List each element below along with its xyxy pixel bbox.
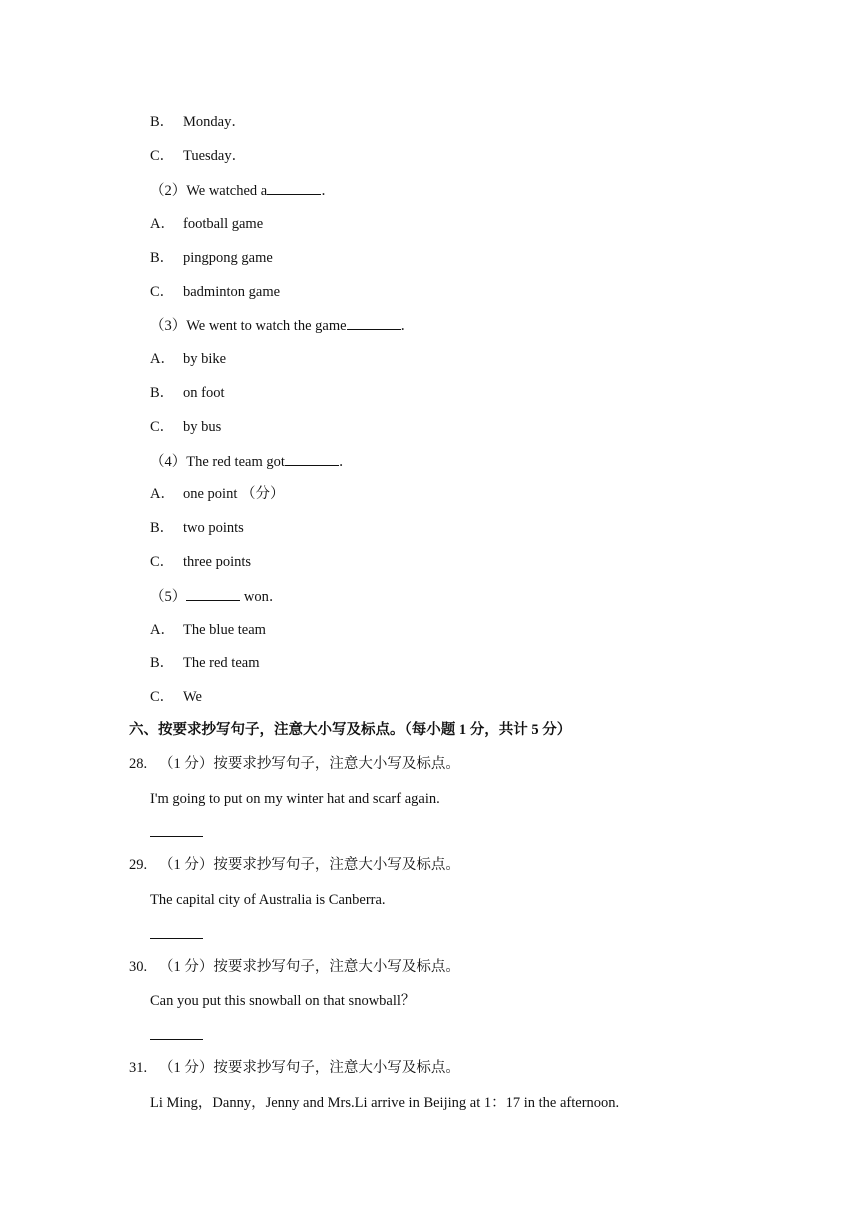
- option-letter: A．: [150, 216, 175, 232]
- answer-line[interactable]: [150, 1039, 203, 1040]
- sub-question-number: （3）: [150, 318, 187, 334]
- option-b: [150, 653, 260, 673]
- option-text: one point （分）: [183, 486, 285, 502]
- option-text: by bike: [183, 351, 227, 367]
- sub-question-stem-end: ．: [400, 318, 416, 334]
- question-sentence: I'm going to put on my winter hat and scarf again.: [150, 791, 440, 807]
- question-number: 29.: [129, 857, 148, 873]
- option-letter: A．: [150, 486, 175, 502]
- option-letter: A．: [150, 622, 175, 638]
- sub-question-stem-end: ．: [338, 454, 354, 470]
- option-a: [150, 349, 226, 369]
- option-a: [150, 620, 266, 640]
- sub-question-stem: The red team got: [186, 454, 285, 470]
- answer-blank[interactable]: [267, 180, 321, 195]
- question-sentence: Li Ming，Danny，Jenny and Mrs.Li arrive in Beijing at 1：17 in the afternoon.: [150, 1095, 620, 1111]
- sub-question-number: （5）: [150, 589, 187, 605]
- question-28: [129, 754, 460, 774]
- option-b: [150, 518, 244, 538]
- option-b: [150, 383, 224, 403]
- option-c: [150, 687, 202, 707]
- option-letter: C．: [150, 148, 175, 164]
- answer-line[interactable]: [150, 836, 203, 837]
- question-number: 28.: [129, 756, 148, 772]
- option-text: pingpong game: [183, 250, 273, 266]
- option-text: We: [183, 689, 202, 705]
- option-a: [150, 484, 285, 504]
- option-text: two points: [183, 520, 244, 536]
- option-letter: B．: [150, 250, 175, 266]
- question-sentence: The capital city of Australia is Canberra.: [150, 892, 386, 908]
- option-text: Monday．: [183, 114, 246, 130]
- sub-question-4: [150, 451, 353, 472]
- sub-question-stem-end: won．: [240, 589, 284, 605]
- question-31: [129, 1058, 460, 1078]
- option-b: [150, 248, 273, 268]
- sub-question-stem: We went to watch the game: [186, 318, 347, 334]
- option-letter: B．: [150, 385, 175, 401]
- section-heading: 六、按要求抄写句子，注意大小写及标点。（每小题 1 分，共计 5 分）: [129, 722, 572, 738]
- option-c: [150, 282, 280, 302]
- option-letter: B．: [150, 520, 175, 536]
- option-c: [150, 552, 251, 572]
- answer-line[interactable]: [150, 938, 203, 939]
- option-text: three points: [183, 554, 252, 570]
- question-number: 31.: [129, 1060, 148, 1076]
- question-number: 30.: [129, 959, 148, 975]
- question-29: [129, 855, 460, 875]
- option-text: by bus: [183, 419, 222, 435]
- sub-question-5: [150, 586, 283, 607]
- option-text: Tuesday．: [183, 148, 247, 164]
- option-text: football game: [183, 216, 264, 232]
- option-c: [150, 417, 221, 437]
- sub-question-stem: We watched a: [186, 183, 268, 199]
- question-30: [129, 957, 460, 977]
- option-letter: C．: [150, 689, 175, 705]
- sub-question-number: （4）: [150, 454, 187, 470]
- option-letter: C．: [150, 554, 175, 570]
- sub-question-stem-end: ．: [321, 183, 336, 199]
- question-instruction: （1 分）按要求抄写句子，注意大小写及标点。: [159, 756, 460, 772]
- option-text: on foot: [183, 385, 225, 401]
- option-text: The red team: [183, 655, 260, 671]
- option-letter: C．: [150, 284, 175, 300]
- option-c: [150, 146, 246, 166]
- answer-blank[interactable]: [186, 586, 240, 601]
- option-a: [150, 214, 263, 234]
- option-text: badminton game: [183, 284, 281, 300]
- question-sentence: Can you put this snowball on that snowball？: [150, 993, 416, 1009]
- sub-question-3: [150, 315, 415, 336]
- option-letter: A．: [150, 351, 175, 367]
- answer-blank[interactable]: [347, 315, 401, 330]
- sub-question-2: [150, 180, 336, 201]
- option-letter: C．: [150, 419, 175, 435]
- answer-blank[interactable]: [285, 451, 339, 466]
- option-b: [150, 112, 246, 132]
- option-text: The blue team: [183, 622, 266, 638]
- option-letter: B．: [150, 114, 175, 130]
- sub-question-number: （2）: [150, 183, 187, 199]
- option-letter: B．: [150, 655, 175, 671]
- question-instruction: （1 分）按要求抄写句子，注意大小写及标点。: [159, 959, 460, 975]
- question-instruction: （1 分）按要求抄写句子，注意大小写及标点。: [159, 1060, 460, 1076]
- question-instruction: （1 分）按要求抄写句子，注意大小写及标点。: [159, 857, 460, 873]
